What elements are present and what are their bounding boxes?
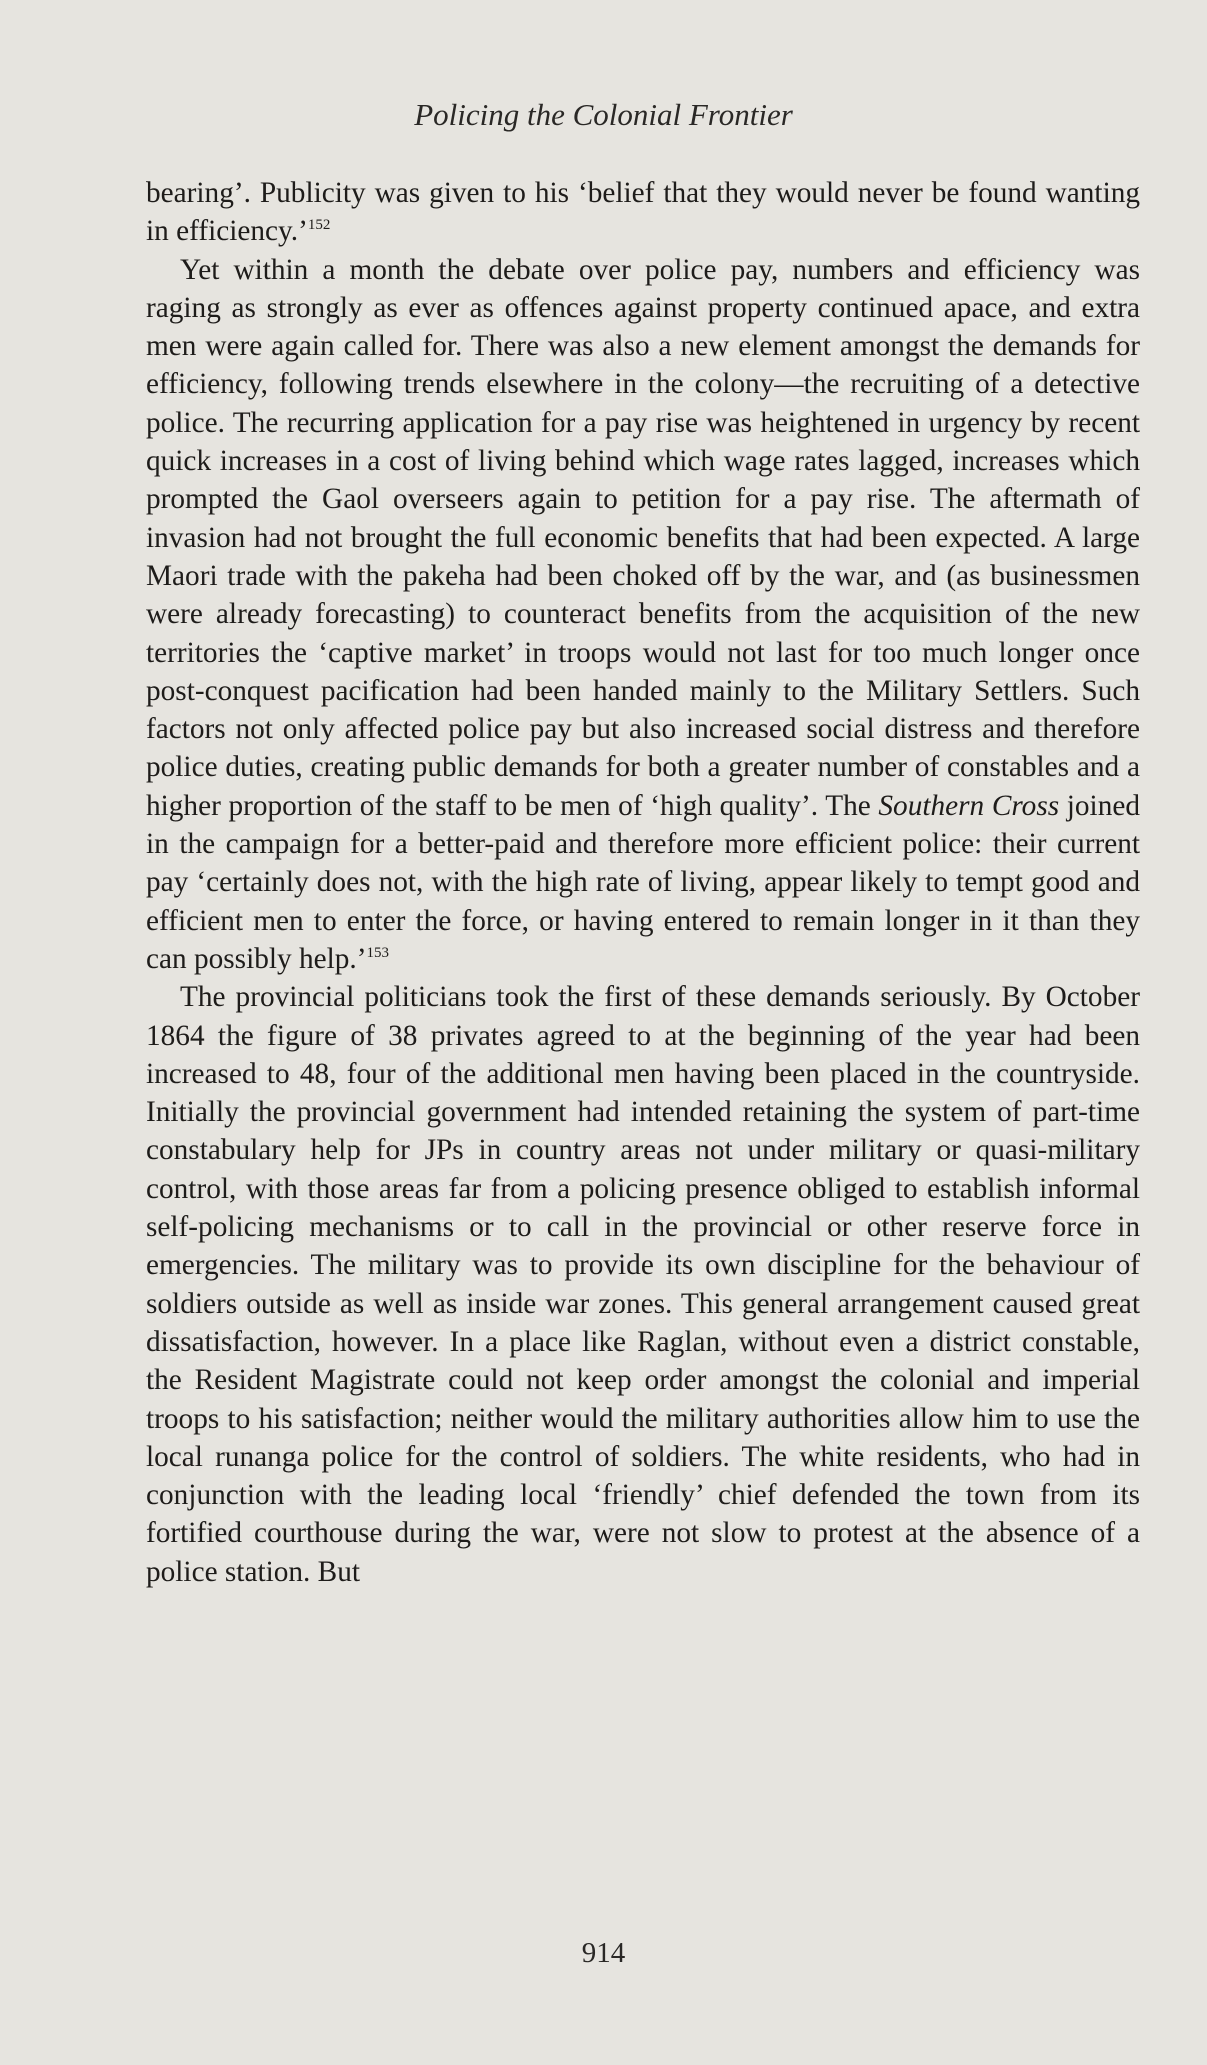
paragraph-1-text: bearing’. Publicity was given to his ‘belief that they would never be found wanting in efficiency.’ (146, 177, 1140, 248)
footnote-ref-153: 153 (366, 945, 389, 962)
footnote-ref-152: 152 (307, 217, 331, 234)
paragraph-1 (146, 174, 1140, 251)
page-number: 914 (581, 1937, 626, 1969)
paragraph-2 (146, 251, 1140, 979)
paragraph-3 (146, 978, 1140, 1591)
running-head: Policing the Colonial Frontier (414, 97, 793, 132)
body-text (146, 174, 1140, 1591)
newspaper-title: Southern Cross (878, 789, 1060, 822)
paragraph-3-text: The provincial politicians took the first of these demands seriously. By October 1864 the figure of 38 privates agreed to at the beginning of the year had been increased to 48, four of the additional men having been placed in the countryside. Initially the provincial government had intended retaining the system of part-time constabulary help for JPs in country areas not under military or quasi-military control, with those areas far from a policing presence obliged to establish informal self-policing mechanisms or to call in the provincial or other reserve force in emergencies. The military was to provide its own discipline for the behaviour of soldiers outside as well as inside war zones. This general arrangement caused great dissatisfaction, however. In a place like Raglan, without even a district constable, the Resident Magistrate could not keep order amongst the colonial and imperial troops to his satisfaction; neither would the military authorities allow him to use the local runanga police for the control of soldiers. The white residents, who had in conjunction with the leading local ‘friendly’ chief defended the town from its fortified courthouse during the war, were not slow to protest at the absence of a police station. But (146, 981, 1140, 1588)
paragraph-2-text-a: Yet within a month the debate over police pay, numbers and efficiency was raging as strongly as ever as offences against property continued apace, and extra men were again called for. There was also a new element amongst the demands for efficiency, following trends elsewhere in the colony—the recruiting of a detective police. The recurring application for a pay rise was heightened in urgency by recent quick increases in a cost of living behind which wage rates lagged, increases which prompted the Gaol overseers again to petition for a pay rise. The aftermath of invasion had not brought the full economic benefits that had been expected. A large Maori trade with the pakeha had been choked off by the war, and (as businessmen were already forecasting) to counteract benefits from the acquisition of the new territories the ‘captive market’ in troops would not last for too much longer once post-conquest pacification had been handed mainly to the Military Settlers. Such factors not only affected police pay but also increased social distress and therefore police duties, creating public demands for both a greater number of constables and a higher proportion of the staff to be men of ‘high quality’. The (146, 253, 1140, 822)
paragraph-2-text-b: joined in the campaign for a better-paid and therefore more efficient police: their current pay ‘certainly does not, with the high rate of living, appear likely to tempt good and efficient men to enter the force, or having entered to remain longer in it than they can possibly help.’ (146, 789, 1140, 975)
